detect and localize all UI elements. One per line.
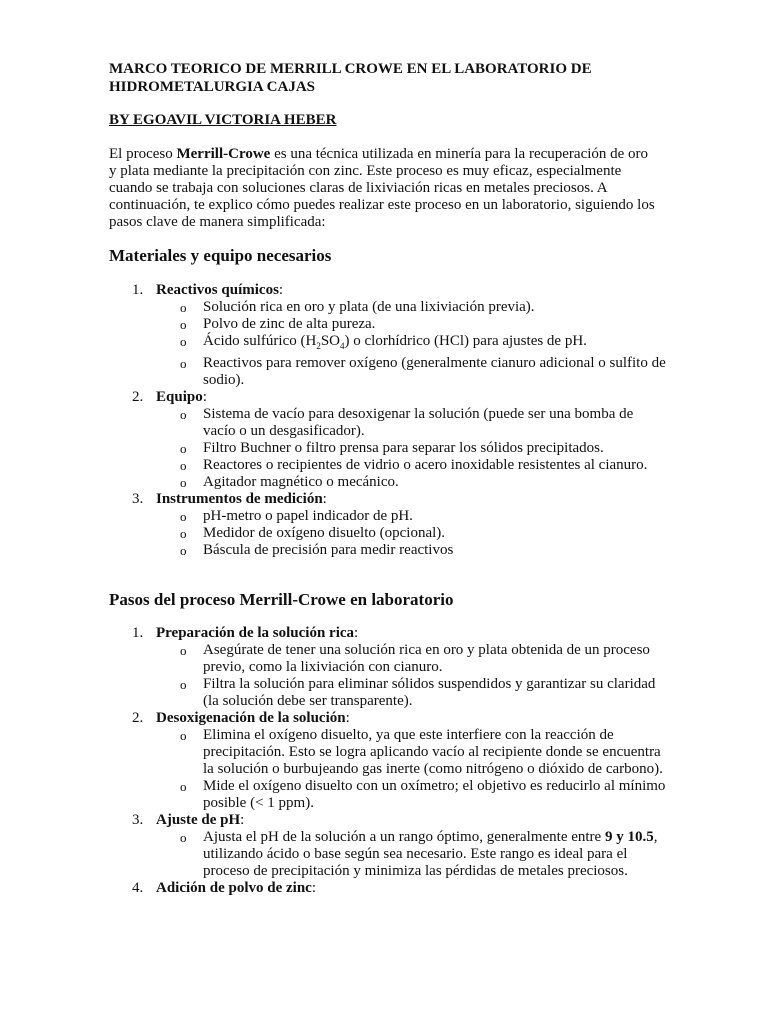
sub-item-text: ) o clorhídrico (HCl) para ajustes de pH.: [344, 333, 587, 349]
bullet-icon: o: [180, 509, 187, 524]
bullet-icon: o: [180, 441, 187, 456]
sub-list-item: [109, 676, 669, 710]
list-item: [109, 282, 669, 299]
sub-item-text: Agitador magnético o mecánico.: [203, 474, 399, 490]
item-label: Reactivos químicos: [156, 282, 279, 298]
intro-bold-term: Merrill-Crowe: [176, 146, 271, 162]
bullet-icon: o: [180, 830, 187, 845]
item-number: 4.: [132, 880, 144, 896]
item-label: Equipo: [156, 389, 203, 405]
sub-list-item: [109, 542, 669, 559]
sub-item-text: , utilizando ácido o base según sea necesario. Este rango es ideal para el proceso de precipitación y minimiza las pérdidas de metales preciosos.: [203, 829, 658, 879]
sub-item-text: Filtro Buchner o filtro prensa para separar los sólidos precipitados.: [203, 440, 604, 456]
section-heading-pasos: Pasos del proceso Merrill-Crowe en laboratorio: [109, 590, 454, 609]
bullet-icon: o: [180, 475, 187, 490]
item-colon: :: [278, 282, 284, 298]
section-heading-materiales: Materiales y equipo necesarios: [109, 246, 332, 265]
item-label: Desoxigenación de la solución: [156, 710, 346, 726]
list-item: [109, 491, 669, 508]
sub-list-item: [109, 727, 669, 778]
sub-item-text: Solución rica en oro y plata (de una lixiviación previa).: [203, 299, 535, 315]
item-number: 3.: [132, 491, 144, 507]
steps-list: [109, 625, 669, 897]
bold-range: 9 y 10.5: [604, 829, 654, 845]
list-item: [109, 389, 669, 406]
list-item: [109, 710, 669, 727]
item-label: Instrumentos de medición: [156, 491, 323, 507]
sub-list-item: [109, 299, 669, 316]
list-item: [109, 880, 669, 897]
sub-item-text: pH-metro o papel indicador de pH.: [203, 508, 413, 524]
bullet-icon: o: [180, 526, 187, 541]
sub-item-text: Reactores o recipientes de vidrio o acero inoxidable resistentes al cianuro.: [203, 457, 648, 473]
sub-item-text: SO: [320, 333, 340, 349]
subscript: 4: [340, 341, 345, 351]
bullet-icon: o: [180, 458, 187, 473]
list-item: [109, 812, 669, 829]
sub-list-item: [109, 508, 669, 525]
subscript: 2: [316, 341, 321, 351]
sub-item-text: Medidor de oxígeno disuelto (opcional).: [203, 525, 446, 541]
document-title: MARCO TEORICO DE MERRILL CROWE EN EL LABORATORIO DE HIDROMETALURGIA CAJAS: [109, 61, 592, 95]
item-colon: :: [311, 880, 317, 896]
bullet-icon: o: [180, 334, 187, 349]
sub-list-item: [109, 642, 669, 676]
sub-item-text: Reactivos para remover oxígeno (generalmente cianuro adicional o sulfito de sodio).: [203, 355, 666, 388]
bullet-icon: o: [180, 317, 187, 332]
bullet-icon: o: [180, 407, 187, 422]
bullet-icon: o: [180, 728, 187, 743]
sub-item-text: Báscula de precisión para medir reactivos: [203, 542, 454, 558]
sub-list-item: [109, 316, 669, 333]
sub-list-item: [109, 440, 669, 457]
bullet-icon: o: [180, 543, 187, 558]
item-colon: :: [354, 625, 359, 641]
sub-list-item: [109, 778, 669, 812]
sub-list-item: [109, 457, 669, 474]
sub-item-text: Ajusta el pH de la solución a un rango óptimo, generalmente entre: [203, 829, 605, 845]
item-label: Preparación de la solución rica: [156, 625, 355, 641]
item-colon: :: [322, 491, 327, 507]
bullet-icon: o: [180, 643, 187, 658]
sub-item-text: Filtra la solución para eliminar sólidos suspendidos y garantizar su claridad (la solución debe ser transparente).: [203, 676, 656, 709]
list-item: [109, 625, 669, 642]
sub-list-item: [109, 333, 669, 355]
sub-item-text: Asegúrate de tener una solución rica en oro y plata obtenida de un proceso previo, como la lixiviación con cianuro.: [203, 642, 650, 675]
intro-paragraph: [109, 146, 659, 231]
sub-item-text: Ácido sulfúrico (H: [203, 333, 317, 349]
sub-list-item: [109, 355, 669, 389]
item-number: 2.: [132, 710, 144, 726]
item-number: 2.: [132, 389, 144, 405]
sub-list-item: [109, 525, 669, 542]
bullet-icon: o: [180, 677, 187, 692]
sub-item-text: Elimina el oxígeno disuelto, ya que este interfiere con la reacción de precipitación. Esto se logra aplicando vacío al recipiente donde se encuentra la solución o burbujeando gas inerte (como nitrógeno o dióxido de carbono).: [203, 727, 663, 777]
item-label: Adición de polvo de zinc: [156, 880, 312, 896]
materials-list: [109, 282, 669, 559]
item-label: Ajuste de pH: [156, 812, 241, 828]
item-colon: :: [240, 812, 245, 828]
item-colon: :: [345, 710, 350, 726]
item-number: 1.: [132, 282, 144, 298]
sub-item-text: Polvo de zinc de alta pureza.: [203, 316, 376, 332]
bullet-icon: o: [180, 356, 187, 371]
sub-list-item: [109, 829, 669, 880]
bullet-icon: o: [180, 300, 187, 315]
sub-item-text: Sistema de vacío para desoxigenar la solución (puede ser una bomba de vacío o un desgasificador).: [203, 406, 634, 439]
author-line: BY EGOAVIL VICTORIA HEBER: [109, 112, 337, 128]
sub-list-item: [109, 406, 669, 440]
sub-item-text: Mide el oxígeno disuelto con un oxímetro; el objetivo es reducirlo al mínimo posible (< 1 ppm).: [203, 778, 666, 811]
bullet-icon: o: [180, 779, 187, 794]
item-number: 3.: [132, 812, 144, 828]
intro-text-start: El proceso: [109, 146, 177, 162]
item-number: 1.: [132, 625, 144, 641]
intro-text-rest: es una técnica utilizada en minería para la recuperación de oro y plata mediante la precipitación con zinc. Este proceso es muy eficaz, especialmente cuando se trabaja con soluciones claras de lixiviación ricas en metales preciosos. A continuación, te explico cómo puedes realizar este proceso en un laboratorio, siguiendo los pasos clave de manera simplificada:: [109, 146, 655, 230]
item-colon: :: [202, 389, 207, 405]
sub-list-item: [109, 474, 669, 491]
